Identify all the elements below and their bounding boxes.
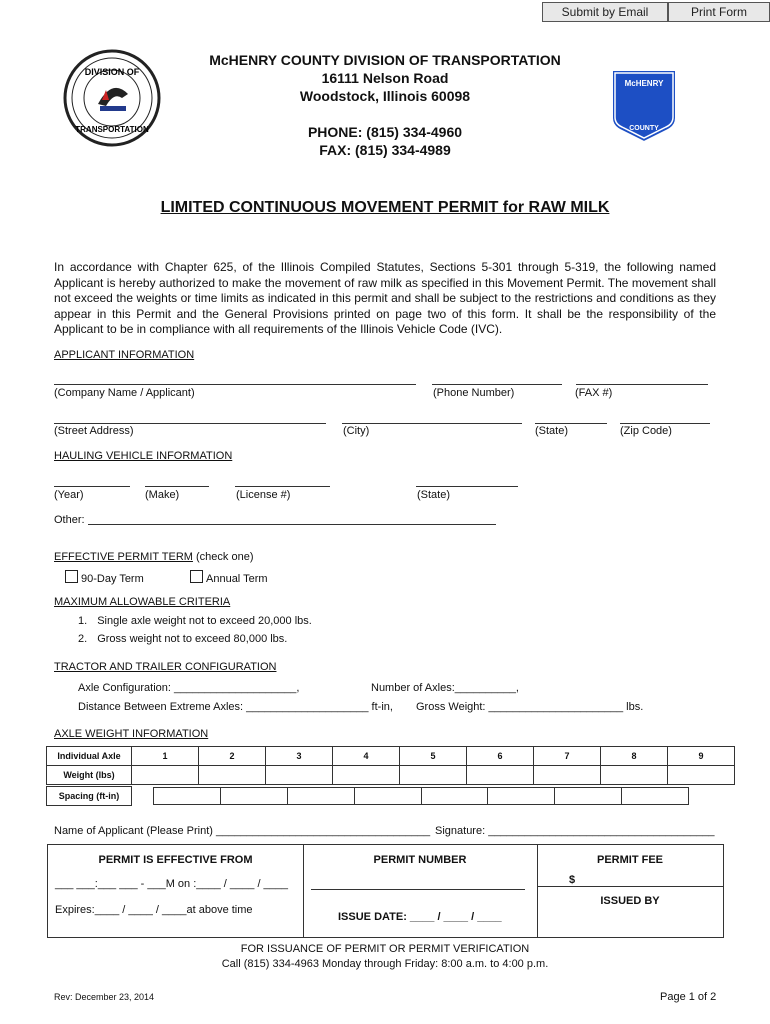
spacing-cell[interactable] [488,787,555,805]
weight-cell[interactable] [601,766,668,785]
state-field[interactable] [535,423,607,424]
axle-weight-table [46,746,735,785]
weight-cell[interactable] [132,766,199,785]
weight-cell[interactable] [266,766,333,785]
spacing-cell[interactable] [288,787,355,805]
table-row [47,766,735,785]
fee-divider [537,886,723,887]
svg-text:TRANSPORTATION: TRANSPORTATION [75,125,149,134]
agency-fax: FAX: (815) 334-4989 [319,142,451,158]
weight-cell[interactable] [668,766,735,785]
weight-cell[interactable] [400,766,467,785]
column-header: 5 [400,747,467,766]
weight-cell[interactable] [534,766,601,785]
agency-city: Woodstock, Illinois 60098 [299,88,471,104]
form-title: LIMITED CONTINUOUS MOVEMENT PERMIT for RAW MILK [160,199,610,216]
footer-line-1: FOR ISSUANCE OF PERMIT OR PERMIT VERIFICATION [240,943,530,955]
num-axles-field[interactable]: Number of Axles:__________, [371,682,519,694]
applicant-heading: APPLICANT INFORMATION [54,349,195,361]
checkbox-annual[interactable] [190,570,203,583]
term-heading: EFFECTIVE PERMIT TERM (check one) [54,551,254,563]
intro-paragraph: In accordance with Chapter 625, of the Illinois Compiled Statutes, Sections 5-301 through 5-319, the following named Applicant is hereby authorized to make the movement of raw milk as specified in this Movement Permit. The movement shall not exceed the weights or time limits as indicated in this permit and shall be subject to the restrictions and conditions as they appear in this Permit and the General Provisions printed on page two of this form. It shall be the responsibility of the Applicant to be in compliance with all requirements of the Illinois Vehicle Code (IVC). [54,260,716,336]
phone-label: (Phone Number) [433,387,515,399]
svg-text:COUNTY: COUNTY [629,125,659,132]
criteria-heading: MAXIMUM ALLOWABLE CRITERIA [54,596,231,608]
column-header: 3 [266,747,333,766]
spacing-cell[interactable] [221,787,288,805]
axle-config-field[interactable]: Axle Configuration: ____________________, [78,682,300,694]
weight-cell[interactable] [199,766,266,785]
column-header: 1 [132,747,199,766]
permit-number-heading: PERMIT NUMBER [373,854,467,866]
column-header: 7 [534,747,601,766]
issued-by-heading: ISSUED BY [600,895,660,907]
column-header: 8 [601,747,668,766]
revision-date: Rev: December 23, 2014 [54,992,155,1002]
svg-text:McHENRY: McHENRY [624,79,664,88]
zip-label: (Zip Code) [620,425,672,437]
agency-street: 16111 Nelson Road [321,70,449,86]
applicant-name-field[interactable]: Name of Applicant (Please Print) ___________________________________ [54,825,431,837]
other-label: Other: [54,514,85,526]
spacing-label: Spacing (ft-in) [46,786,132,806]
city-label: (City) [343,425,370,437]
street-label: (Street Address) [54,425,134,437]
criteria-item: 1. Single axle weight not to exceed 20,000 lbs. [78,615,312,627]
vehicle-state-label: (State) [417,489,451,501]
row-label: Individual Axle [47,747,132,766]
company-label: (Company Name / Applicant) [54,387,195,399]
permit-number-field[interactable] [311,889,525,890]
street-field[interactable] [54,423,326,424]
fee-dollar-sign: $ [569,874,576,886]
vehicle-heading: HAULING VEHICLE INFORMATION [54,450,233,462]
license-field[interactable] [235,486,330,487]
column-header: 2 [199,747,266,766]
company-field[interactable] [54,384,416,385]
spacing-cell[interactable] [355,787,422,805]
zip-field[interactable] [620,423,710,424]
make-field[interactable] [145,486,209,487]
effective-time-field[interactable]: ___ ___:___ ___ - ___M on :____ / ____ / ____ [55,878,289,890]
permit-fee-heading: PERMIT FEE [596,854,663,866]
axle-weight-heading: AXLE WEIGHT INFORMATION [54,728,209,740]
distance-field[interactable]: Distance Between Extreme Axles: ____________________ ft-in, [78,701,393,713]
page-number: Page 1 of 2 [660,991,717,1003]
year-label: (Year) [54,489,84,501]
weight-cell[interactable] [333,766,400,785]
phone-field[interactable] [432,384,562,385]
signature-field[interactable]: Signature: _____________________________________ [435,825,715,837]
term-option-90-day[interactable]: 90-Day Term [65,570,144,585]
state-label: (State) [535,425,569,437]
gross-weight-field[interactable]: Gross Weight: ______________________ lbs. [416,701,644,713]
effective-from-heading: PERMIT IS EFFECTIVE FROM [98,854,253,866]
city-field[interactable] [342,423,522,424]
fax-label: (FAX #) [575,387,613,399]
spacing-row [153,787,689,805]
license-label: (License #) [236,489,291,501]
column-header: 9 [668,747,735,766]
term-option-annual[interactable]: Annual Term [190,570,268,585]
spacing-cell[interactable] [622,787,689,805]
config-heading: TRACTOR AND TRAILER CONFIGURATION [54,661,277,673]
fax-field[interactable] [576,384,708,385]
issue-date-field[interactable]: ISSUE DATE: ____ / ____ / ____ [338,911,502,923]
table-row [47,747,735,766]
other-field[interactable] [88,524,496,525]
vehicle-state-field[interactable] [416,486,518,487]
year-field[interactable] [54,486,130,487]
criteria-item: 2. Gross weight not to exceed 80,000 lbs. [78,633,288,645]
agency-name: McHENRY COUNTY DIVISION OF TRANSPORTATION [209,52,561,68]
weight-cell[interactable] [467,766,534,785]
checkbox-90-day[interactable] [65,570,78,583]
expires-field[interactable]: Expires:____ / ____ / ____at above time [55,904,253,916]
column-header: 6 [467,747,534,766]
spacing-cell[interactable] [153,787,221,805]
agency-phone: PHONE: (815) 334-4960 [307,124,463,140]
footer-line-2: Call (815) 334-4963 Monday through Friday: 8:00 a.m. to 4:00 p.m. [221,958,549,970]
spacing-cell[interactable] [422,787,489,805]
spacing-cell[interactable] [555,787,622,805]
column-header: 4 [333,747,400,766]
make-label: (Make) [145,489,180,501]
svg-text:DIVISION OF: DIVISION OF [84,67,140,77]
submit-by-email-button[interactable]: Submit by Email [542,2,668,22]
print-form-button[interactable]: Print Form [668,2,770,22]
row-label: Weight (lbs) [47,766,132,785]
permit-box [47,844,724,938]
